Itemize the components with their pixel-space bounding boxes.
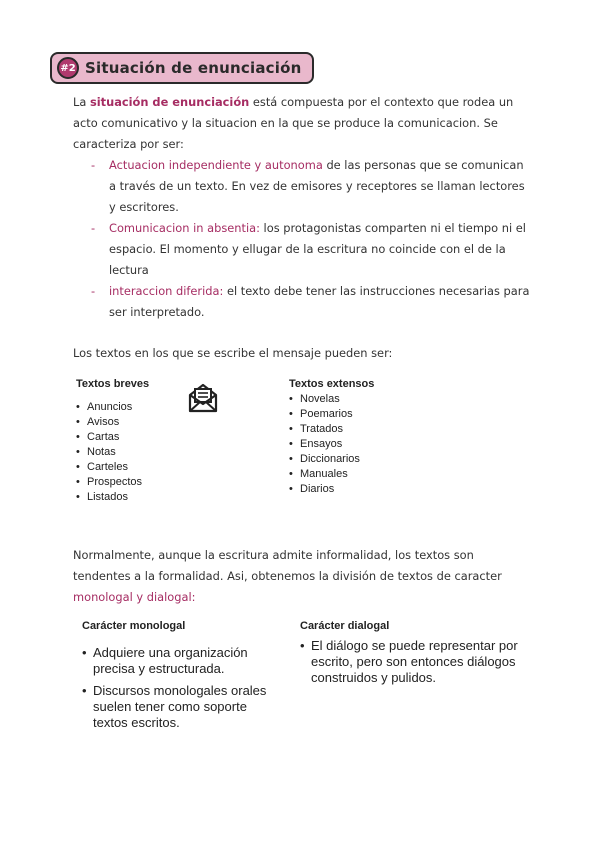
dash-marker: - xyxy=(91,284,96,298)
list-item xyxy=(91,281,531,323)
list-item: • Anuncios xyxy=(76,401,133,413)
monologal-title: Carácter monologal xyxy=(82,620,186,632)
intro-paragraph xyxy=(73,92,533,155)
dialogal-list xyxy=(300,638,525,692)
list-item: • Cartas xyxy=(76,431,120,443)
formality-text: Normalmente, aunque la escritura admite informalidad, los textos son tendentes a la formalidad. Asi, obtenemos la división de textos de caracter xyxy=(73,548,502,583)
list-item: • Notas xyxy=(76,446,116,458)
section-title: Situación de enunciación xyxy=(85,59,302,77)
list-item: • Diccionarios xyxy=(289,453,360,465)
characteristic-term: Actuacion independiente y autonoma xyxy=(109,158,323,172)
characteristic-term: interaccion diferida: xyxy=(109,284,224,298)
list-item: • Prospectos xyxy=(76,476,143,488)
characteristic-text: de las personas que se comunican a través de un texto. En vez de emisores y receptores se llaman lectores y escritores. xyxy=(109,158,525,214)
formality-highlight: monologal y dialogal: xyxy=(73,590,196,604)
list-item: • El diálogo se puede representar por escrito, pero son entonces diálogos construidos y pulidos. xyxy=(300,638,518,685)
intro-highlight: situación de enunciación xyxy=(89,95,250,109)
list-item: • Diarios xyxy=(289,483,335,495)
dash-marker: - xyxy=(91,158,96,172)
dash-marker: - xyxy=(91,221,96,235)
list-item: • Adquiere una organización precisa y estructurada. xyxy=(82,645,248,676)
short-texts-title: Textos breves xyxy=(76,378,150,390)
long-texts-list xyxy=(289,392,360,497)
intro-pre: La xyxy=(73,95,90,109)
characteristic-text: los protagonistas comparten ni el tiempo ni el espacio. El momento y ellugar de la escritura no coincide con el de la lectura xyxy=(109,221,526,277)
list-item xyxy=(91,155,531,218)
long-texts-title: Textos extensos xyxy=(289,378,375,390)
monologal-list xyxy=(82,645,272,737)
section-number-badge: #2 xyxy=(57,57,79,79)
list-item: • Novelas xyxy=(289,393,340,405)
list-item: • Listados xyxy=(76,491,128,503)
list-item xyxy=(91,218,531,281)
list-item: • Poemarios xyxy=(289,408,353,420)
intro-post: está compuesta por el contexto que rodea un acto comunicativo y la situacion en la que se produce la comunicacion. Se caracteriza por ser: xyxy=(73,95,514,151)
list-item: • Ensayos xyxy=(289,438,343,450)
list-item: • Avisos xyxy=(76,416,120,428)
formality-paragraph xyxy=(73,545,533,608)
short-texts-list xyxy=(76,400,142,505)
texts-intro: Los textos en los que se escribe el mensaje pueden ser: xyxy=(73,346,393,360)
characteristics-list xyxy=(91,155,531,323)
characteristic-term: Comunicacion in absentia: xyxy=(109,221,260,235)
dialogal-title: Carácter dialogal xyxy=(300,620,390,632)
list-item: • Carteles xyxy=(76,461,128,473)
envelope-icon xyxy=(187,382,219,414)
list-item: • Discursos monologales orales suelen tener como soporte textos escritos. xyxy=(82,683,267,730)
characteristic-text: el texto debe tener las instrucciones necesarias para ser interpretado. xyxy=(109,284,530,319)
list-item: • Tratados xyxy=(289,423,344,435)
list-item: • Manuales xyxy=(289,468,348,480)
section-title-banner xyxy=(50,52,314,84)
